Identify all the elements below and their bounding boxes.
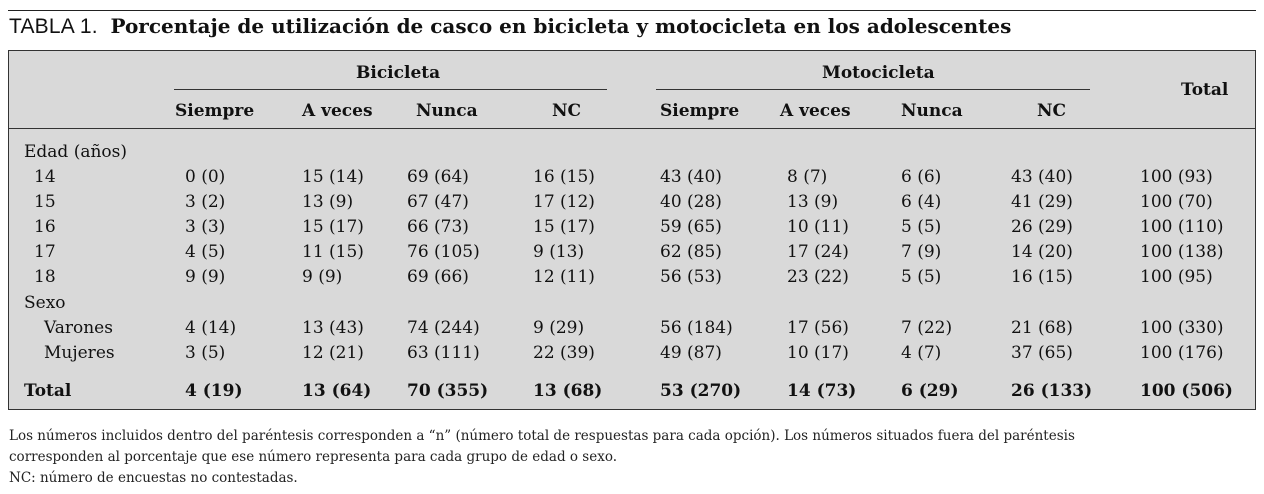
motocicleta-rule [656,89,1090,90]
total-cell: 53 (270) [660,381,742,401]
table-cell: 66 (73) [407,217,469,237]
total-row-label: Total [24,381,72,401]
table-cell: 5 (5) [901,217,942,237]
table-cell: 67 (47) [407,192,469,212]
row-label: 17 [34,242,56,262]
total-cell: 6 (29) [901,381,959,401]
footnote-2: corresponden al porcentaje que ese número representa para cada grupo de edad o sexo. [9,449,618,465]
table-cell: 59 (65) [660,217,722,237]
table-caption [9,14,1011,39]
table-cell: 21 (68) [1011,318,1073,338]
subheader-moto-a-veces: A veces [780,101,851,121]
table-cell: 69 (64) [407,167,469,187]
table-cell: 63 (111) [407,343,480,363]
row-label: Varones [44,318,113,338]
header-motocicleta: Motocicleta [822,63,935,83]
caption-title: Porcentaje de utilización de casco en bicicleta y motocicleta en los adolescentes [110,14,1012,38]
header-total: Total [1181,80,1229,100]
table-cell: 15 (14) [302,167,364,187]
table-cell: 5 (5) [901,267,942,287]
table-cell: 7 (9) [901,242,942,262]
table-cell: 56 (184) [660,318,733,338]
table-cell: 15 (17) [533,217,595,237]
table-cell: 3 (2) [185,192,226,212]
header-bicicleta: Bicicleta [356,63,441,83]
table-cell: 40 (28) [660,192,722,212]
total-cell: 13 (68) [533,381,603,401]
table-cell: 16 (15) [533,167,595,187]
table-cell: 12 (21) [302,343,364,363]
table-cell: 9 (9) [185,267,226,287]
table-cell: 9 (29) [533,318,585,338]
table-cell: 100 (70) [1140,192,1213,212]
table-cell: 8 (7) [787,167,828,187]
table-cell: 7 (22) [901,318,953,338]
table-cell: 6 (6) [901,167,942,187]
row-label: 15 [34,192,56,212]
table-cell: 100 (95) [1140,267,1213,287]
row-label: 14 [34,167,56,187]
subheader-moto-nc: NC [1037,101,1067,121]
table-cell: 100 (138) [1140,242,1224,262]
table-cell: 100 (330) [1140,318,1224,338]
table-cell: 6 (4) [901,192,942,212]
table-cell: 15 (17) [302,217,364,237]
row-label: 18 [34,267,56,287]
subheader-bici-nc: NC [552,101,582,121]
caption-label: TABLA 1. [9,15,98,38]
table-cell: 3 (3) [185,217,226,237]
table-cell: 4 (14) [185,318,237,338]
subheader-moto-siempre: Siempre [660,101,740,121]
table-cell: 26 (29) [1011,217,1073,237]
table-cell: 13 (9) [787,192,839,212]
table-cell: 43 (40) [660,167,722,187]
section-edad: Edad (años) [24,142,128,162]
data-table [8,50,1256,410]
table-cell: 3 (5) [185,343,226,363]
table-cell: 13 (43) [302,318,364,338]
table-cell: 4 (5) [185,242,226,262]
table-cell: 9 (13) [533,242,585,262]
table-cell: 13 (9) [302,192,354,212]
table-cell: 100 (93) [1140,167,1213,187]
table-cell: 16 (15) [1011,267,1073,287]
table-cell: 62 (85) [660,242,722,262]
table-cell: 14 (20) [1011,242,1073,262]
table-cell: 69 (66) [407,267,469,287]
footnote-3: NC: número de encuestas no contestadas. [9,470,298,486]
table-cell: 43 (40) [1011,167,1073,187]
table-cell: 17 (12) [533,192,595,212]
header-rule [9,128,1255,129]
total-cell: 70 (355) [407,381,489,401]
table-cell: 100 (176) [1140,343,1224,363]
subheader-bici-nunca: Nunca [416,101,478,121]
table-cell: 100 (110) [1140,217,1224,237]
table-cell: 23 (22) [787,267,849,287]
table-cell: 12 (11) [533,267,595,287]
bicicleta-rule [174,89,607,90]
table-cell: 9 (9) [302,267,343,287]
footnote-1: Los números incluidos dentro del paréntesis corresponden a “n” (número total de respuestas para cada opción). Los números situados fuera del paréntesis [9,428,1075,444]
table-cell: 56 (53) [660,267,722,287]
total-cell: 4 (19) [185,381,243,401]
table-cell: 10 (17) [787,343,849,363]
table-cell: 17 (56) [787,318,849,338]
subheader-bici-siempre: Siempre [175,101,255,121]
table-cell: 4 (7) [901,343,942,363]
row-label: Mujeres [44,343,115,363]
total-cell: 14 (73) [787,381,857,401]
subheader-moto-nunca: Nunca [901,101,963,121]
table-cell: 17 (24) [787,242,849,262]
table-cell: 49 (87) [660,343,722,363]
table-cell: 41 (29) [1011,192,1073,212]
top-rule [8,10,1256,11]
table-cell: 11 (15) [302,242,364,262]
row-label: 16 [34,217,56,237]
table-cell: 0 (0) [185,167,226,187]
table-cell: 74 (244) [407,318,480,338]
total-cell: 26 (133) [1011,381,1093,401]
table-cell: 22 (39) [533,343,595,363]
table-cell: 10 (11) [787,217,849,237]
subheader-bici-a-veces: A veces [302,101,373,121]
table-cell: 37 (65) [1011,343,1073,363]
total-cell: 13 (64) [302,381,372,401]
section-sexo: Sexo [24,293,66,313]
table-cell: 76 (105) [407,242,480,262]
total-cell: 100 (506) [1140,381,1233,401]
